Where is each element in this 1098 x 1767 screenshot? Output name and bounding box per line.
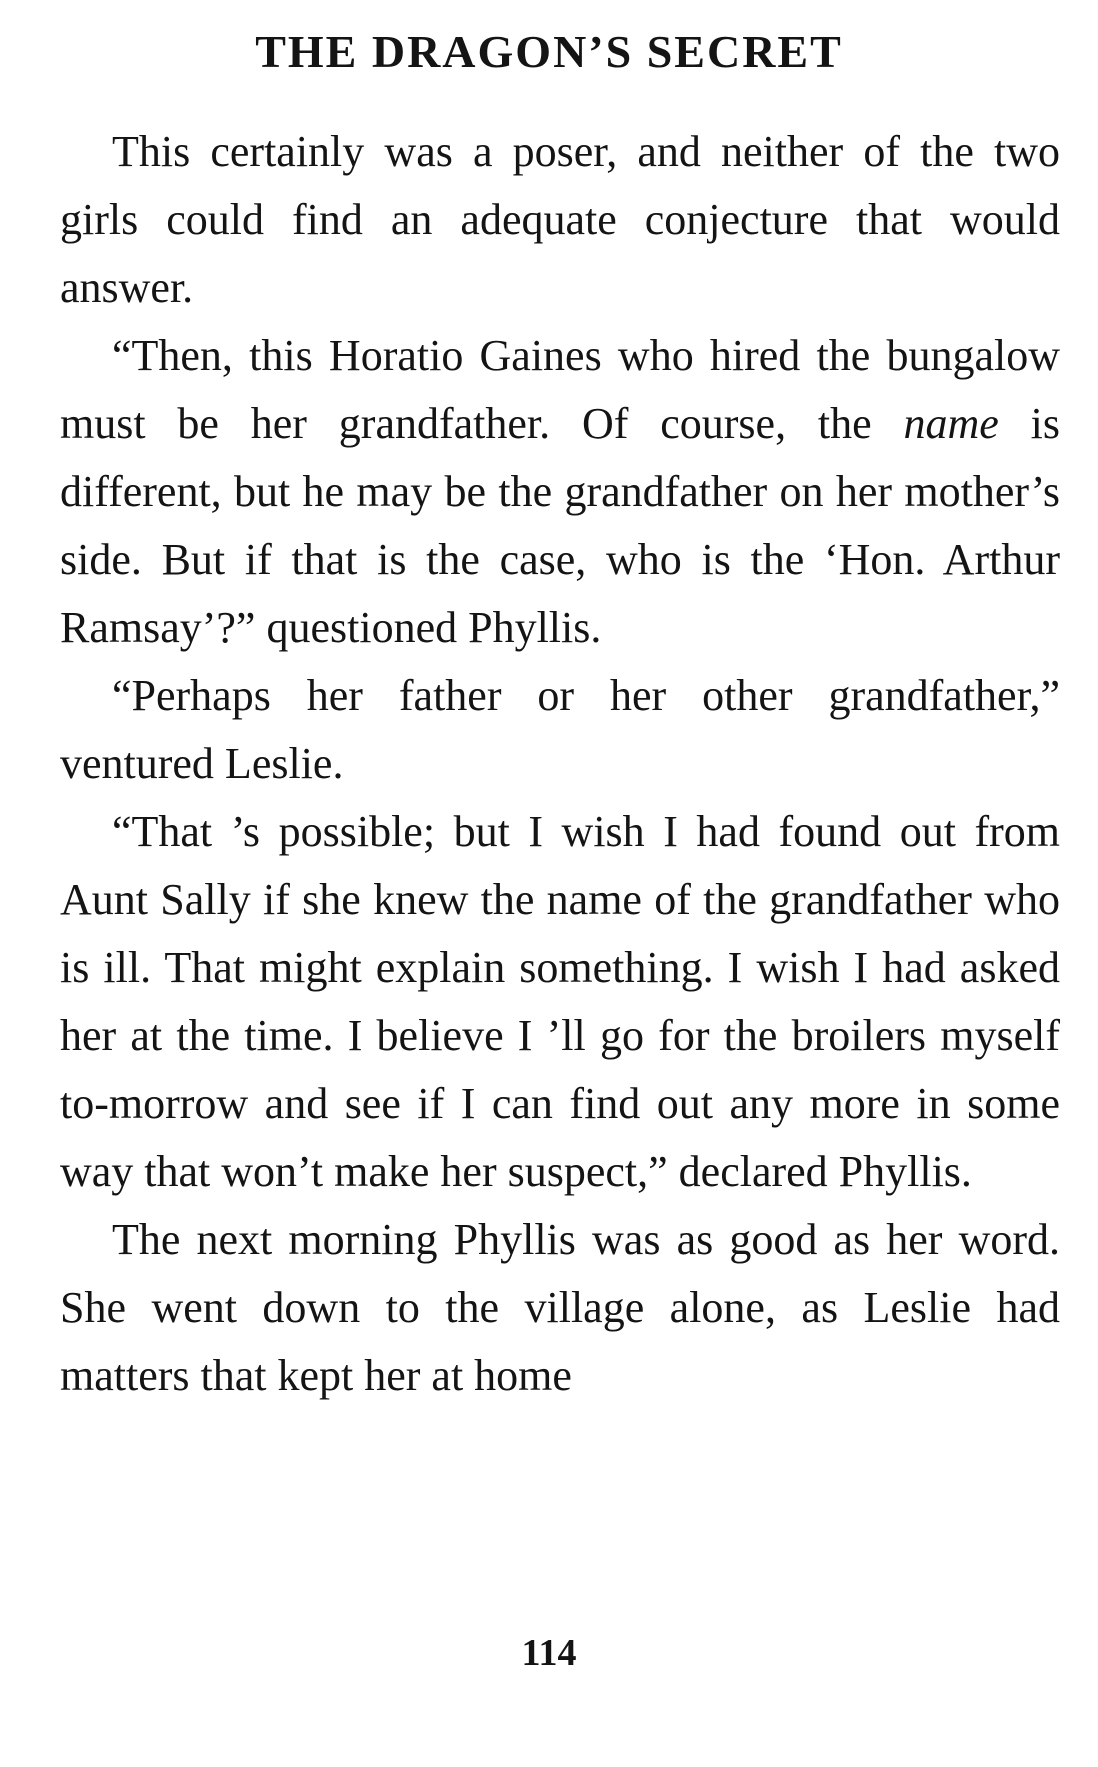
paragraph-1: This certainly was a poser, and neither of the two girls could find an adequate conjecture that would answer. bbox=[60, 127, 1060, 312]
running-head: THE DRAGON’S SECRET bbox=[255, 26, 843, 77]
body-text bbox=[60, 118, 1060, 1410]
paragraph-3: “Perhaps her father or her other grandfather,” ventured Leslie. bbox=[60, 671, 1060, 788]
paragraph-2-italic-word: name bbox=[903, 399, 999, 448]
paragraph-2-text-before: “Then, this Horatio Gaines who hired the bungalow must be her grandfather. Of course, the bbox=[60, 331, 1060, 448]
paragraph-2 bbox=[60, 322, 1060, 662]
page-number: 114 bbox=[521, 1632, 577, 1674]
paragraph-4: “That ’s possible; but I wish I had found out from Aunt Sally if she knew the name of the grandfather who is ill. That might explain something. I wish I had asked her at the time. I believe I ’ll go for the broilers myself to-morrow and see if I can find out any more in some way that won’t make her suspect,” declared Phyllis. bbox=[60, 807, 1060, 1196]
paragraph-2-text-after: is different, but he may be the grandfather on her mother’s side. But if that is the case, who is the ‘Hon. Arthur Ramsay’?” questioned Phyllis. bbox=[60, 399, 1060, 652]
paragraph-5: The next morning Phyllis was as good as her word. She went down to the village alone, as Leslie had matters that kept her at home bbox=[60, 1215, 1060, 1400]
